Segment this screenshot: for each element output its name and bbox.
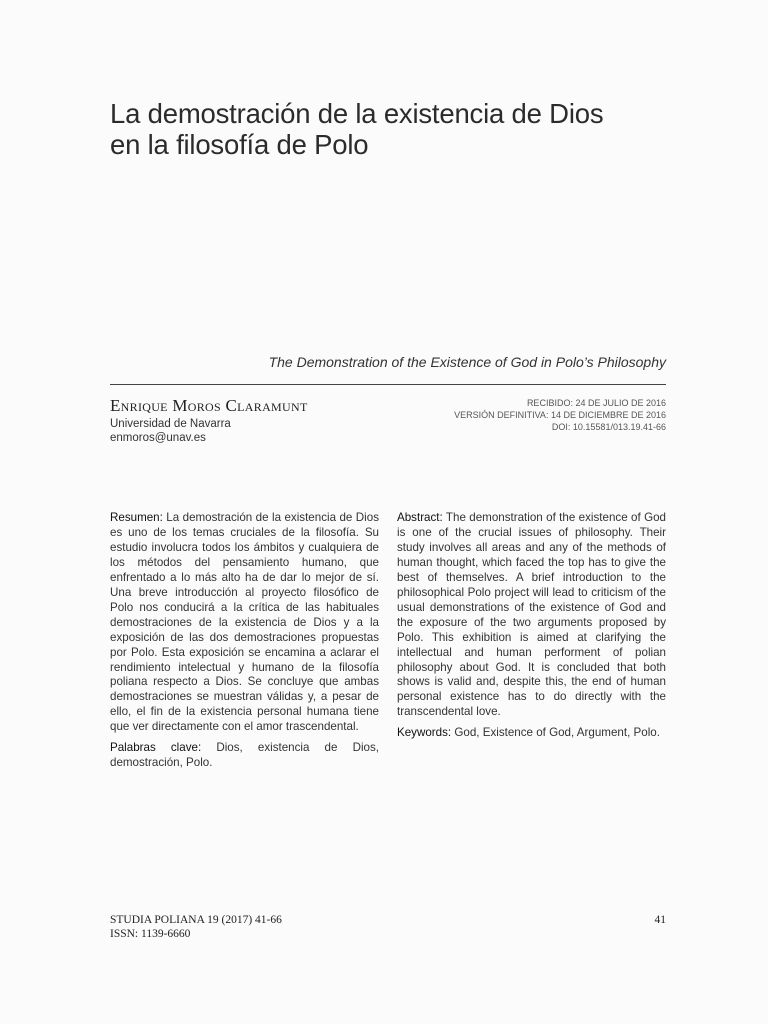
author-email: enmoros@unav.es <box>110 432 206 444</box>
header-rule <box>110 384 666 385</box>
abstract-paragraph <box>397 511 666 720</box>
author-name: Enrique Moros Claramunt <box>110 396 308 415</box>
author-affiliation: Universidad de Navarra <box>110 418 231 430</box>
palabras-clave-label: Palabras clave: <box>110 741 202 755</box>
title-line-2: en la filosofía de Polo <box>110 129 369 160</box>
journal-citation: STUDIA POLIANA 19 (2017) 41-66 <box>110 914 282 926</box>
footer-journal-info <box>110 914 282 941</box>
resumen-column <box>110 511 379 771</box>
received-date: RECIBIDO: 24 DE JULIO DE 2016 <box>526 398 666 408</box>
article-title <box>110 98 710 160</box>
palabras-clave-text: Dios, existencia de Dios, demostración, Polo. <box>110 741 379 770</box>
title-line-1: La demostración de la existencia de Dios <box>110 98 604 129</box>
final-version-date: VERSIÓN DEFINITIVA: 14 DE DICIEMBRE DE 2016 <box>454 410 666 420</box>
page-number: 41 <box>654 914 666 926</box>
resumen-label: Resumen: <box>110 511 163 524</box>
resumen-paragraph <box>110 511 379 735</box>
article-meta <box>454 397 666 433</box>
abstract-text: The demonstration of the existence of God is one of the crucial issues of philosophy. Their study involves all areas and any of the methods of human thought, which faced the top has to give the best of themselves. A brief introduction to the philosophical Polo project will lead to criticism of the usual demonstrations of the existence of God and the exposure of the two arguments proposed by Polo. This exhibition is aimed at clarifying the intellectual and human performent of polian philosophy about God. It is concluded that both shows is valid and, despite this, the end of human personal existence has to do directly with the transcendental love. <box>397 511 666 719</box>
english-title: The Demonstration of the Existence of God in Polo’s Philosophy <box>268 354 666 370</box>
keywords-paragraph <box>397 726 666 741</box>
keywords-label: Keywords: <box>397 726 452 740</box>
abstract-label: Abstract: <box>397 511 443 524</box>
resumen-text: La demostración de la existencia de Dios es uno de los temas cruciales de la filosofía. Su estudio involucra todos los ámbitos y cualquiera de los métodos del pensamiento humano, que enfrentado a lo más alto ha de dar lo mejor de sí. Una breve introducción al proyecto filosófico de Polo nos conducirá a la crítica de las habituales demostraciones de la existencia de Dios y a la exposición de las dos demostraciones propuestas por Polo. Esta exposición se encamina a aclarar el rendimiento intelectual y humano de la filosofía poliana respecto a Dios. Se concluye que ambas demostraciones se muestran válidas y, a pesar de ello, el fin de la existencia personal humana tiene que ver directamente con el amor trascendental. <box>110 511 379 734</box>
doi: DOI: 10.15581/013.19.41-66 <box>551 422 666 432</box>
author-affiliation-block <box>110 417 231 445</box>
palabras-clave-paragraph <box>110 741 379 771</box>
abstract-column <box>397 511 666 741</box>
journal-issn: ISSN: 1139-6660 <box>110 927 191 940</box>
keywords-text: God, Existence of God, Argument, Polo. <box>454 726 660 740</box>
